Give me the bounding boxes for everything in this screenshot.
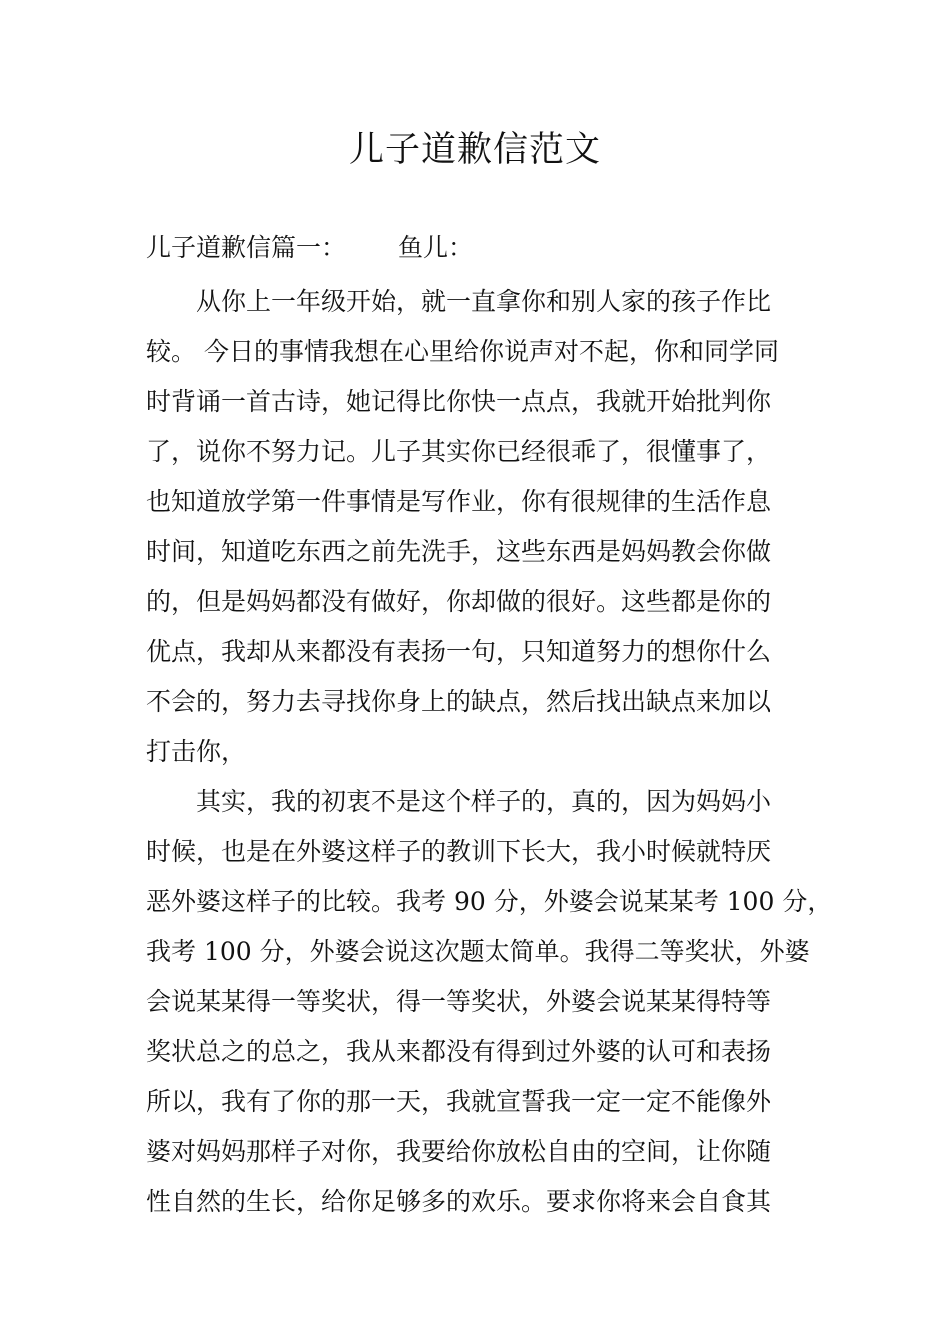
- body-line: 了，说你不努力记。儿子其实你已经很乖了，很懂事了，: [146, 437, 772, 466]
- body-line: 所以，我有了你的那一天，我就宣誓我一定一定不能像外: [146, 1087, 772, 1116]
- body-line: 不会的，努力去寻找你身上的缺点，然后找出缺点来加以: [146, 687, 772, 716]
- body-line: 打击你，: [146, 737, 247, 766]
- salutation: 鱼儿：: [398, 233, 474, 262]
- body-line: 的，但是妈妈都没有做好，你却做的很好。这些都是你的: [146, 587, 772, 616]
- body-line: 奖状总之的总之，我从来都没有得到过外婆的认可和表扬: [146, 1037, 772, 1066]
- body-line: 会说某某得一等奖状，得一等奖状，外婆会说某某得特等: [146, 987, 772, 1016]
- body-line: 时背诵一首古诗，她记得比你快一点点，我就开始批判你: [146, 387, 772, 416]
- body-line: 恶外婆这样子的比较。我考 90 分，外婆会说某某考 100 分，: [146, 887, 833, 916]
- document-title: 儿子道歉信范文: [348, 130, 601, 170]
- section-label: 儿子道歉信篇一：: [146, 233, 347, 262]
- body-line: 优点，我却从来都没有表扬一句，只知道努力的想你什么: [146, 637, 772, 666]
- body-line: 其实，我的初衷不是这个样子的，真的，因为妈妈小: [196, 787, 772, 816]
- letter-header: [146, 228, 826, 268]
- body-line: 时候，也是在外婆这样子的教训下长大，我小时候就特厌: [146, 837, 772, 866]
- body-line: 我考 100 分，外婆会说这次题太简单。我得二等奖状，外婆: [146, 937, 810, 966]
- body-line: 较。 今日的事情我想在心里给你说声对不起，你和同学同: [146, 337, 779, 366]
- letter-body: [146, 277, 833, 1227]
- body-line: 婆对妈妈那样子对你，我要给你放松自由的空间，让你随: [146, 1137, 772, 1166]
- body-line: 性自然的生长，给你足够多的欢乐。要求你将来会自食其: [146, 1187, 772, 1216]
- body-line: 也知道放学第一件事情是写作业，你有很规律的生活作息: [146, 487, 772, 516]
- body-line: 从你上一年级开始，就一直拿你和别人家的孩子作比: [196, 287, 772, 316]
- body-line: 时间，知道吃东西之前先洗手，这些东西是妈妈教会你做: [146, 537, 772, 566]
